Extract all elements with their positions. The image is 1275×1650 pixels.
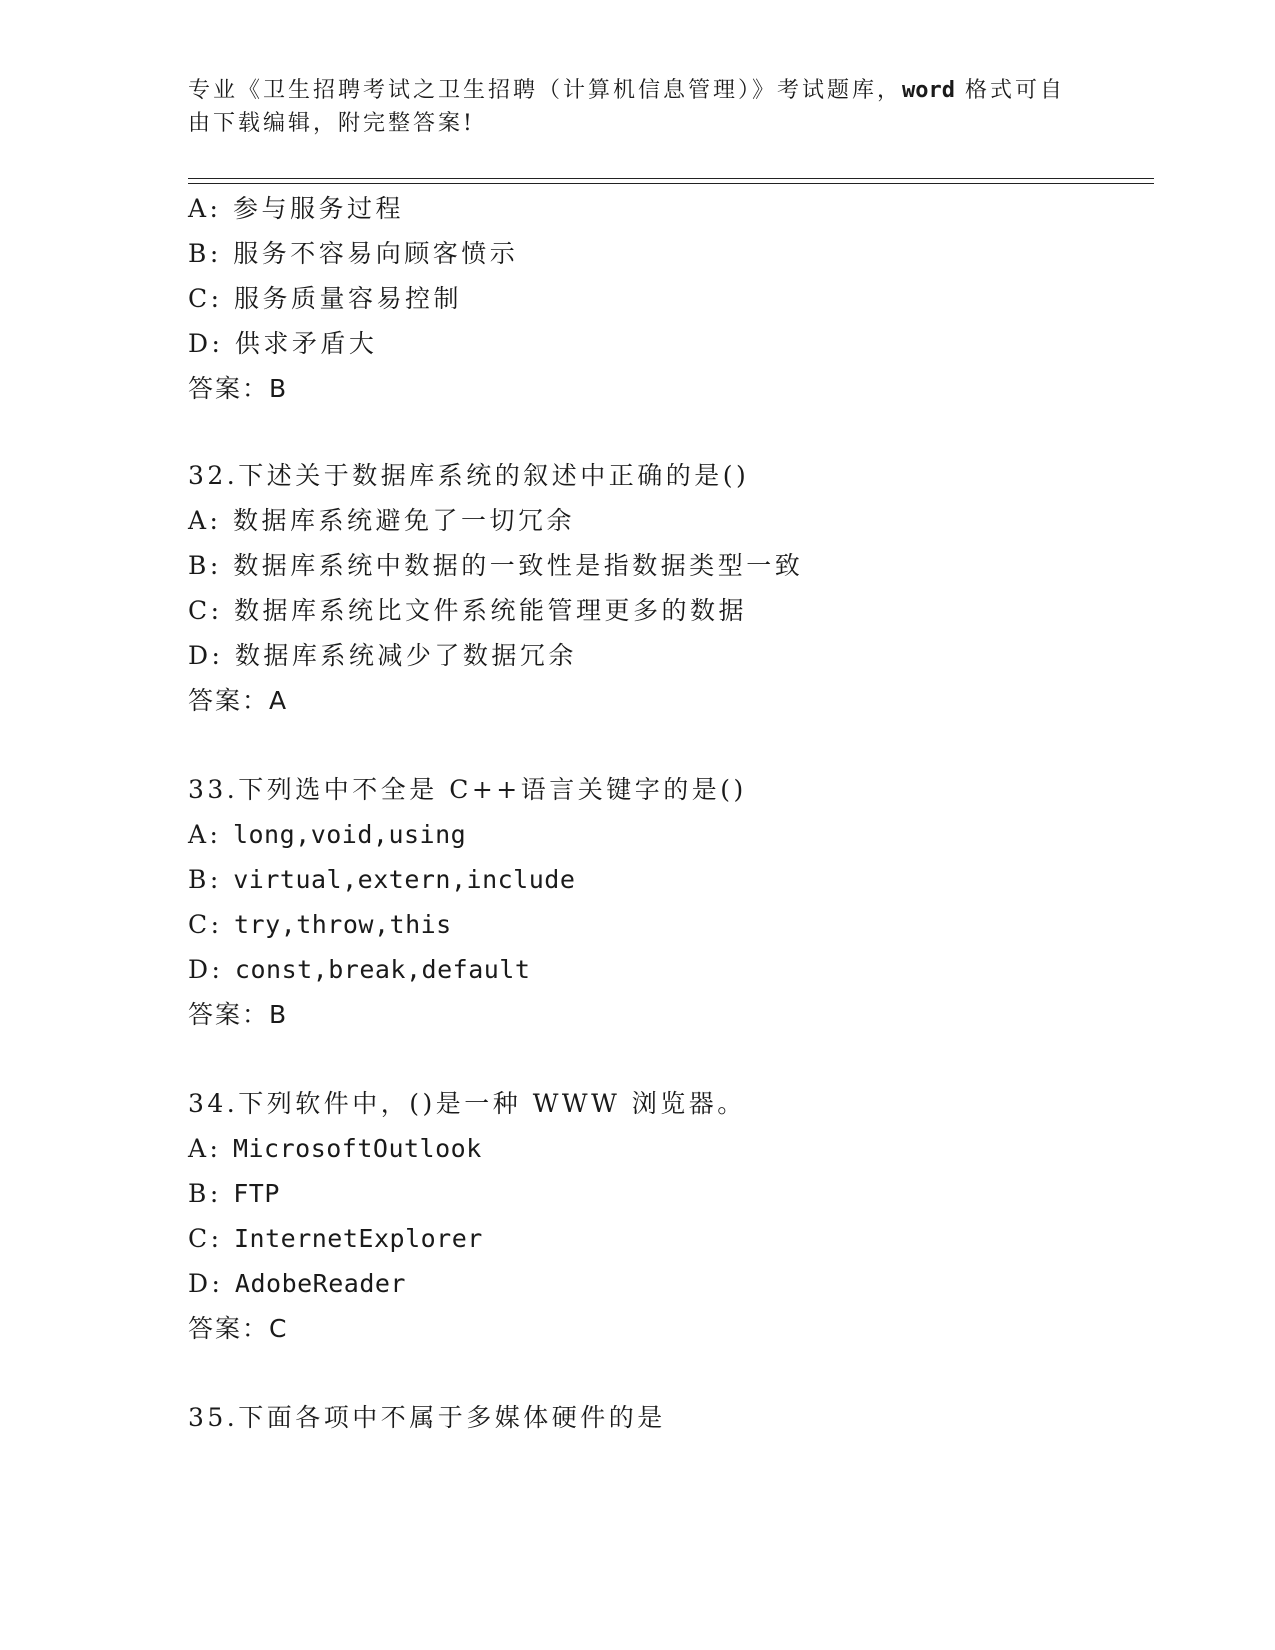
option-label: B: bbox=[188, 865, 234, 894]
option-label: A: bbox=[188, 194, 233, 223]
question-33-option-a bbox=[188, 820, 466, 850]
option-label: B: bbox=[188, 551, 234, 580]
option-label: B: bbox=[188, 1179, 234, 1208]
option-text: 数据库系统避免了一切冗余 bbox=[232, 506, 575, 535]
document-header bbox=[188, 74, 1068, 140]
question-32-option-c bbox=[188, 596, 747, 626]
option-label: A: bbox=[188, 820, 233, 849]
option-label: D: bbox=[188, 1269, 235, 1298]
option-text: 数据库系统减少了数据冗余 bbox=[234, 641, 577, 670]
option-label: A: bbox=[188, 506, 233, 535]
option-label: C: bbox=[188, 596, 234, 625]
answer-line: 答案：B bbox=[188, 374, 289, 403]
question-33-stem: 33.下列选中不全是 C++语言关键字的是() bbox=[188, 775, 747, 804]
option-text: AdobeReader bbox=[234, 1269, 406, 1298]
option-label: C: bbox=[188, 910, 234, 939]
header-text-a: 专业《卫生招聘考试之卫生招聘（计算机信息管理）》考试题库， bbox=[188, 78, 903, 103]
option-label: B: bbox=[188, 239, 234, 268]
question-34-stem: 34.下列软件中，()是一种 WWW 浏览器。 bbox=[188, 1089, 746, 1118]
option-text: MicrosoftOutlook bbox=[232, 1134, 482, 1163]
option-b bbox=[188, 239, 518, 269]
option-label: C: bbox=[188, 284, 234, 313]
header-rule-top bbox=[188, 178, 1154, 179]
question-32-option-d bbox=[188, 641, 577, 671]
question-33-option-d bbox=[188, 955, 530, 985]
option-text: 服务不容易向顾客愤示 bbox=[233, 239, 519, 268]
option-text: 数据库系统中数据的一致性是指数据类型一致 bbox=[233, 551, 804, 580]
option-label: C: bbox=[188, 1224, 234, 1253]
option-text: 供求矛盾大 bbox=[234, 329, 378, 358]
option-c bbox=[188, 284, 462, 314]
header-text-b: 格式可自由下载编辑，附完整答案! bbox=[188, 78, 1065, 136]
question-32-option-a bbox=[188, 506, 575, 536]
option-text: FTP bbox=[233, 1179, 280, 1208]
question-33-option-b bbox=[188, 865, 575, 895]
option-text: try,throw,this bbox=[234, 910, 452, 939]
option-text: long,void,using bbox=[232, 820, 467, 849]
question-32-option-b bbox=[188, 551, 803, 581]
header-rule-bottom bbox=[188, 183, 1154, 184]
option-text: 服务质量容易控制 bbox=[234, 284, 463, 313]
option-label: A: bbox=[188, 1134, 233, 1163]
question-32-answer: 答案：A bbox=[188, 686, 289, 715]
option-text: 数据库系统比文件系统能管理更多的数据 bbox=[234, 596, 748, 625]
question-34-option-d bbox=[188, 1269, 406, 1299]
option-text: virtual,extern,include bbox=[233, 865, 576, 894]
question-34-option-a bbox=[188, 1134, 482, 1164]
option-text: const,break,default bbox=[234, 955, 531, 984]
option-a bbox=[188, 194, 404, 224]
question-32-stem: 32.下述关于数据库系统的叙述中正确的是() bbox=[188, 461, 750, 490]
question-34-option-c bbox=[188, 1224, 483, 1254]
option-label: D: bbox=[188, 329, 235, 358]
question-33-answer: 答案：B bbox=[188, 1000, 289, 1029]
option-label: D: bbox=[188, 641, 235, 670]
question-34-option-b bbox=[188, 1179, 280, 1209]
question-34-answer: 答案：C bbox=[188, 1314, 289, 1343]
option-d bbox=[188, 329, 377, 359]
option-text: 参与服务过程 bbox=[232, 194, 404, 223]
question-33-option-c bbox=[188, 910, 452, 940]
question-35-stem: 35.下面各项中不属于多媒体硬件的是 bbox=[188, 1403, 666, 1432]
header-text-word: word bbox=[902, 78, 955, 103]
option-label: D: bbox=[188, 955, 235, 984]
option-text: InternetExplorer bbox=[234, 1224, 483, 1253]
